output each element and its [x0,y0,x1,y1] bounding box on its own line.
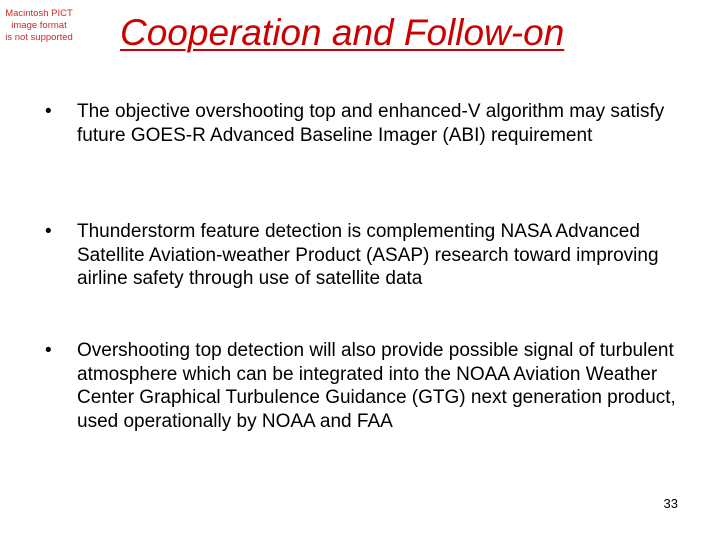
bullet-icon: • [45,221,52,242]
bullet-text: Thunderstorm feature detection is complementing NASA Advanced Satellite Aviation-weather Product (ASAP) research toward improving airline safety through use of satellite data [77,221,659,289]
bullet-text: The objective overshooting top and enhanced-V algorithm may satisfy future GOES-R Advanced Baseline Imager (ABI) requirement [77,101,665,146]
placeholder-line-3: is not supported [5,32,73,43]
bullet-item [45,339,695,433]
placeholder-line-1: Macintosh PICT [5,8,73,19]
bullet-item [45,100,695,147]
bullet-icon: • [45,101,52,122]
placeholder-line-2: image format [11,20,67,31]
bullet-item [45,220,695,291]
slide-title: Cooperation and Follow-on [120,12,565,53]
bullet-icon: • [45,340,52,361]
bullet-text: Overshooting top detection will also provide possible signal of turbulent atmosphere which can be integrated into the NOAA Aviation Weather Center Graphical Turbulence Guidance (GTG) next generation product, used operationally by NOAA and FAA [77,340,676,432]
page-number: 33 [663,496,678,511]
